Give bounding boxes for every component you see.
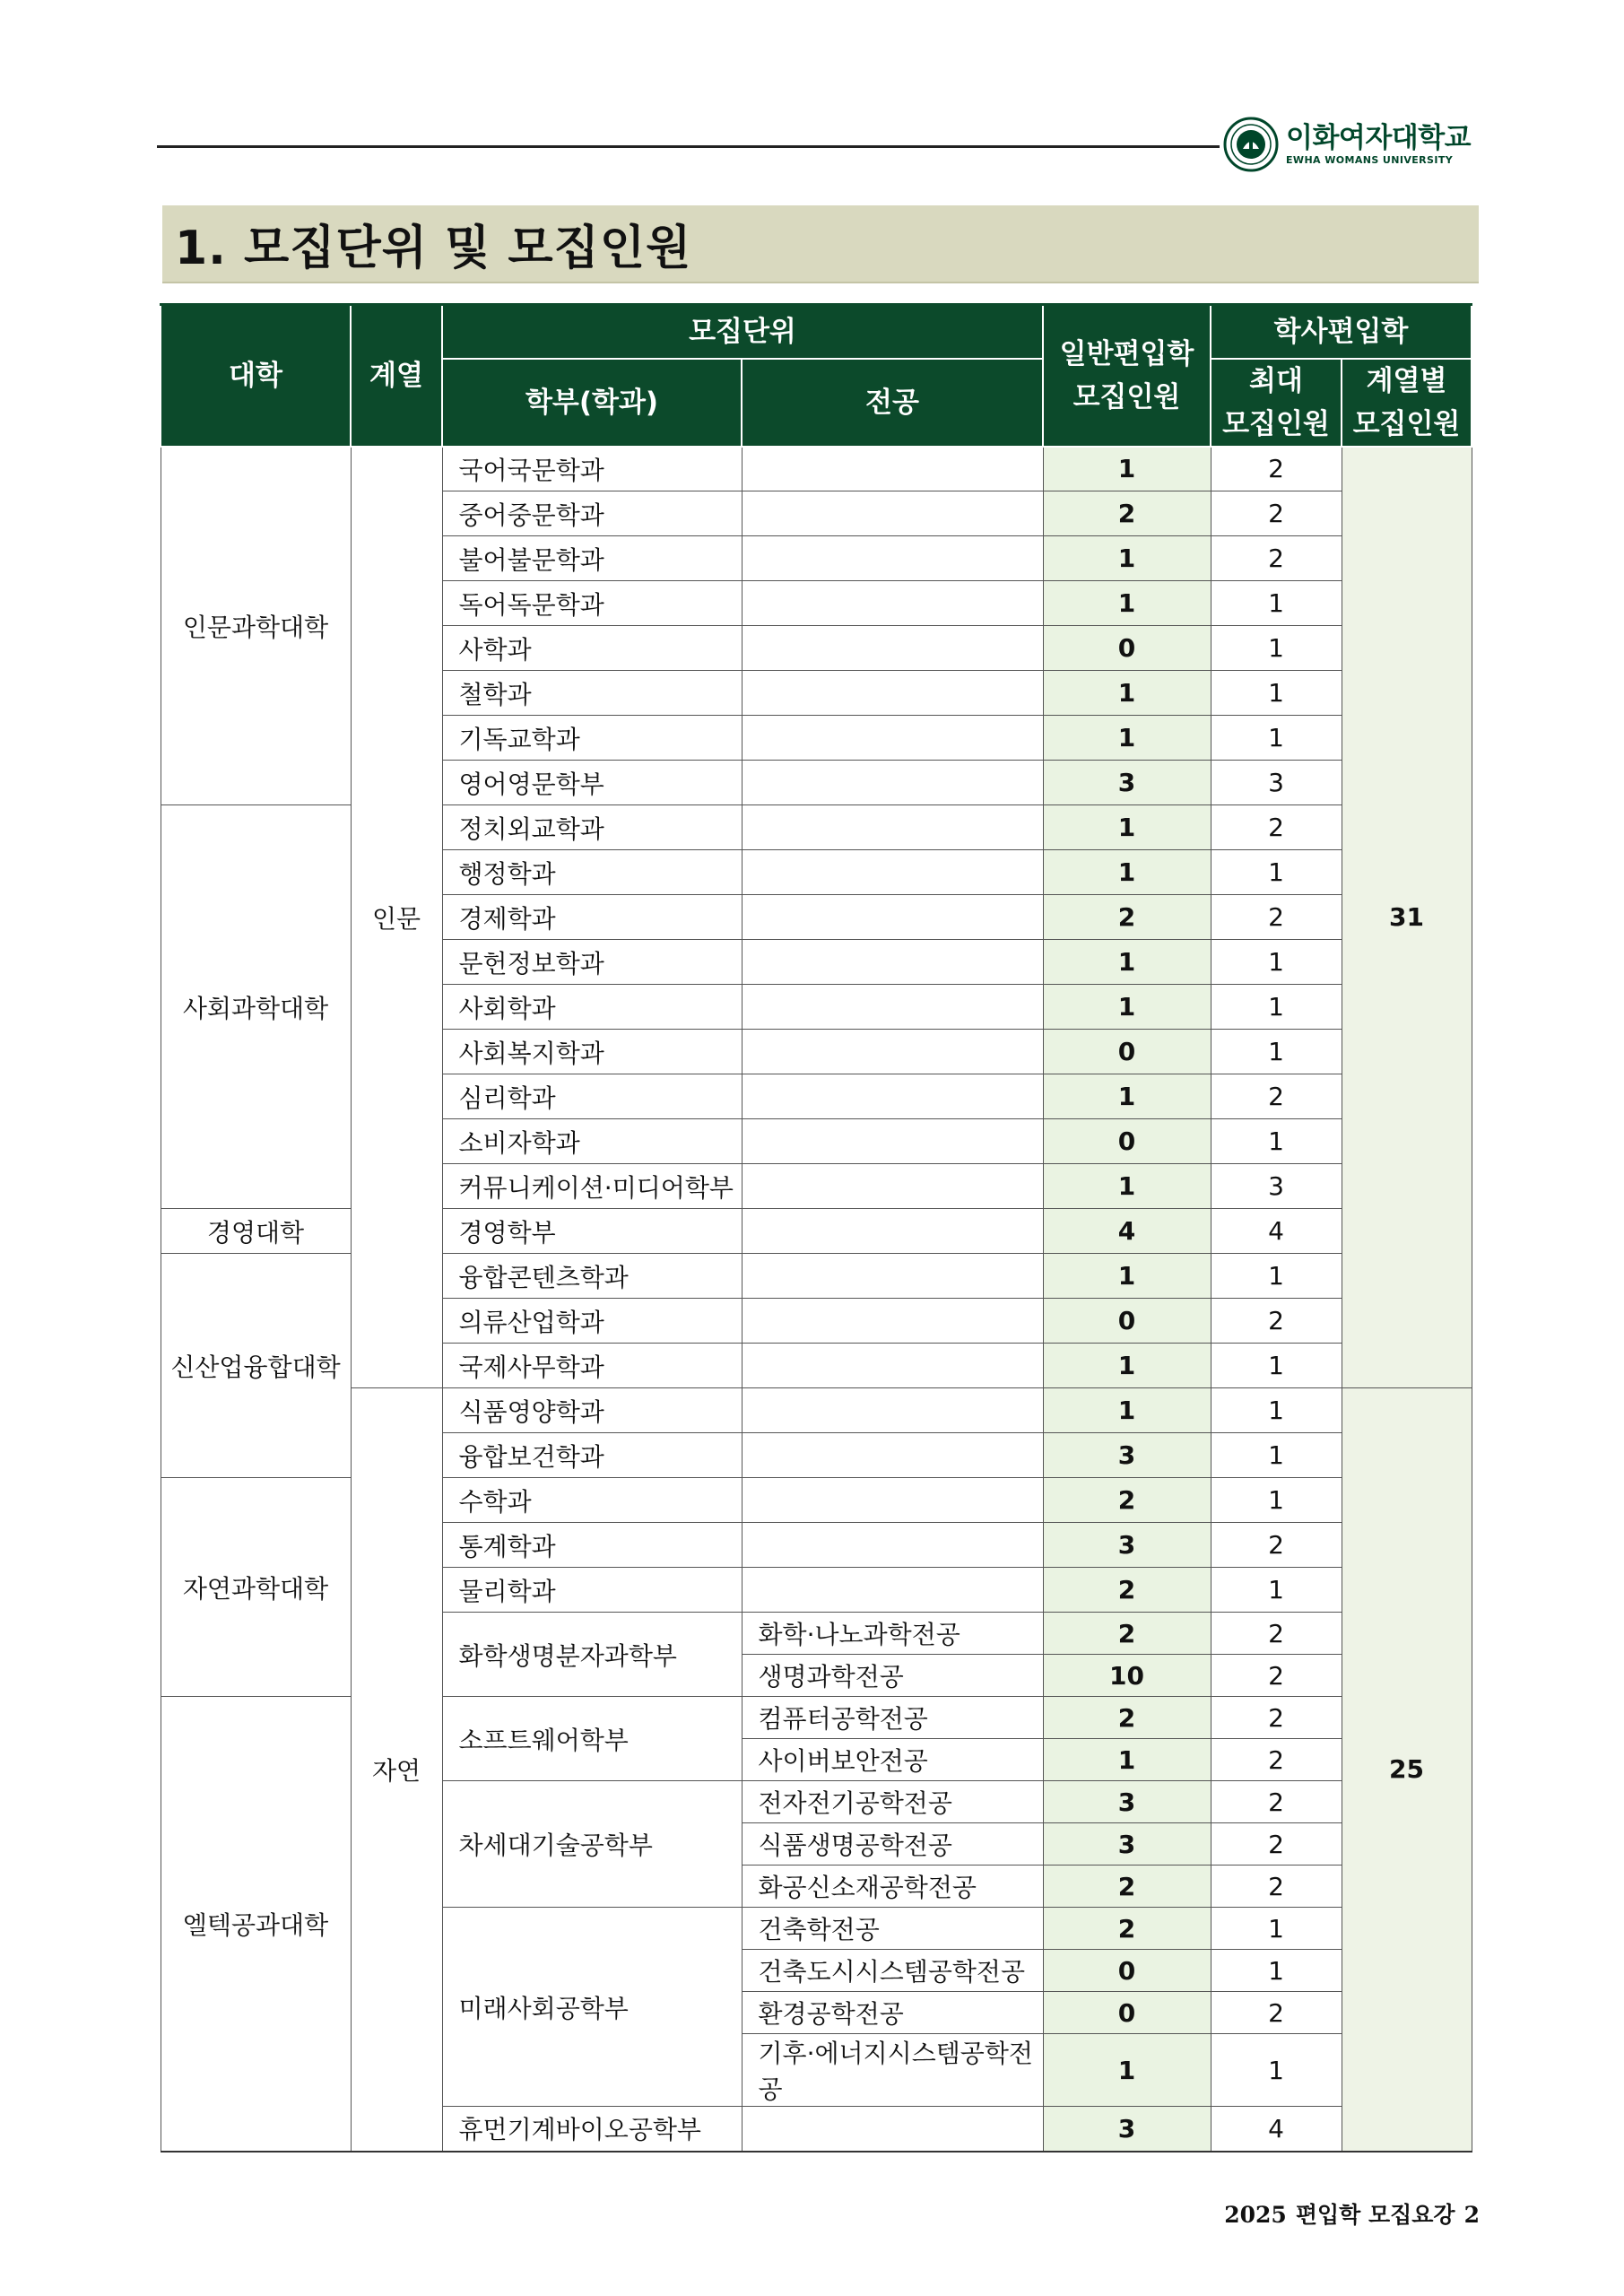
max-count-cell: 2 <box>1211 1823 1342 1866</box>
general-count-cell: 1 <box>1043 850 1211 895</box>
max-count-cell: 1 <box>1211 581 1342 626</box>
major-cell <box>742 1254 1043 1299</box>
header-max-line1: 최대 <box>1249 364 1303 397</box>
recruitment-table <box>160 303 1472 2152</box>
department-cell: 불어불문학과 <box>442 536 742 581</box>
general-count-cell: 2 <box>1043 1478 1211 1523</box>
max-count-cell: 1 <box>1211 2034 1342 2107</box>
general-count-cell: 2 <box>1043 1908 1211 1950</box>
max-count-cell: 1 <box>1211 985 1342 1030</box>
ewha-emblem-icon <box>1223 117 1279 172</box>
general-count-cell: 3 <box>1043 1823 1211 1866</box>
major-cell <box>742 761 1043 805</box>
college-cell: 사회과학대학 <box>161 805 351 1209</box>
department-cell: 문헌정보학과 <box>442 940 742 985</box>
general-count-cell: 1 <box>1043 1074 1211 1119</box>
major-cell <box>742 1030 1043 1074</box>
department-cell: 행정학과 <box>442 850 742 895</box>
general-count-cell: 1 <box>1043 2034 1211 2107</box>
general-count-cell: 0 <box>1043 626 1211 671</box>
header-field-total-line2: 모집인원 <box>1352 407 1461 440</box>
general-count-cell: 1 <box>1043 1344 1211 1388</box>
major-cell: 환경공학전공 <box>742 1992 1043 2034</box>
max-count-cell: 2 <box>1211 1299 1342 1344</box>
max-count-cell: 2 <box>1211 1655 1342 1697</box>
department-cell: 휴먼기계바이오공학부 <box>442 2107 742 2152</box>
department-cell: 융합보건학과 <box>442 1433 742 1478</box>
department-cell: 국어국문학과 <box>442 447 742 491</box>
general-count-cell: 1 <box>1043 671 1211 716</box>
max-count-cell: 1 <box>1211 1950 1342 1992</box>
major-cell <box>742 805 1043 850</box>
max-count-cell: 1 <box>1211 1119 1342 1164</box>
table-row <box>161 447 1472 491</box>
max-count-cell: 2 <box>1211 1074 1342 1119</box>
page-footer <box>1215 2197 1480 2230</box>
department-cell: 기독교학과 <box>442 716 742 761</box>
footer-year: 2025 <box>1224 2202 1287 2228</box>
major-cell <box>742 1074 1043 1119</box>
department-cell: 사회학과 <box>442 985 742 1030</box>
major-cell <box>742 1568 1043 1613</box>
major-cell <box>742 1209 1043 1254</box>
major-cell <box>742 671 1043 716</box>
max-count-cell: 2 <box>1211 895 1342 940</box>
major-cell <box>742 1523 1043 1568</box>
max-count-cell: 1 <box>1211 1568 1342 1613</box>
max-count-cell: 2 <box>1211 805 1342 850</box>
max-count-cell: 1 <box>1211 1344 1342 1388</box>
logo-korean-name: 이화여자대학교 <box>1286 122 1472 154</box>
general-count-cell: 3 <box>1043 2107 1211 2152</box>
major-cell <box>742 1344 1043 1388</box>
department-cell: 소프트웨어학부 <box>442 1697 742 1781</box>
general-count-cell: 0 <box>1043 1030 1211 1074</box>
general-count-cell: 1 <box>1043 1254 1211 1299</box>
max-count-cell: 2 <box>1211 1992 1342 2034</box>
max-count-cell: 1 <box>1211 1478 1342 1523</box>
header-max-line2: 모집인원 <box>1222 407 1330 440</box>
major-cell <box>742 581 1043 626</box>
max-count-cell: 2 <box>1211 1613 1342 1655</box>
major-cell <box>742 1388 1043 1433</box>
header-general-line1: 일반편입학 <box>1059 337 1194 370</box>
general-count-cell: 3 <box>1043 1781 1211 1823</box>
recruitment-table-container <box>160 303 1472 2152</box>
department-cell: 미래사회공학부 <box>442 1908 742 2107</box>
general-count-cell: 3 <box>1043 761 1211 805</box>
department-cell: 의류산업학과 <box>442 1299 742 1344</box>
major-cell: 식품생명공학전공 <box>742 1823 1043 1866</box>
logo-english-name: EWHA WOMANS UNIVERSITY <box>1286 154 1454 166</box>
general-count-cell: 2 <box>1043 1613 1211 1655</box>
major-cell <box>742 491 1043 536</box>
department-cell: 독어독문학과 <box>442 581 742 626</box>
major-cell: 사이버보안전공 <box>742 1739 1043 1781</box>
major-cell <box>742 1478 1043 1523</box>
general-count-cell: 3 <box>1043 1523 1211 1568</box>
major-cell <box>742 1433 1043 1478</box>
department-cell: 물리학과 <box>442 1568 742 1613</box>
header-field: 계열 <box>351 305 442 447</box>
header-general-transfer <box>1043 305 1211 447</box>
department-cell: 통계학과 <box>442 1523 742 1568</box>
header-bachelor-transfer: 학사편입학 <box>1211 305 1472 359</box>
major-cell: 화학·나노과학전공 <box>742 1613 1043 1655</box>
general-count-cell: 1 <box>1043 1739 1211 1781</box>
max-count-cell: 1 <box>1211 940 1342 985</box>
general-count-cell: 1 <box>1043 536 1211 581</box>
max-count-cell: 1 <box>1211 1433 1342 1478</box>
major-cell: 화공신소재공학전공 <box>742 1866 1043 1908</box>
major-cell: 생명과학전공 <box>742 1655 1043 1697</box>
major-cell <box>742 1164 1043 1209</box>
general-count-cell: 2 <box>1043 895 1211 940</box>
general-count-cell: 1 <box>1043 447 1211 491</box>
general-count-cell: 0 <box>1043 1119 1211 1164</box>
max-count-cell: 2 <box>1211 1697 1342 1739</box>
major-cell: 컴퓨터공학전공 <box>742 1697 1043 1739</box>
general-count-cell: 1 <box>1043 805 1211 850</box>
header-rule <box>157 145 1220 148</box>
department-cell: 융합콘텐츠학과 <box>442 1254 742 1299</box>
field-total-cell: 31 <box>1342 447 1472 1388</box>
max-count-cell: 1 <box>1211 1388 1342 1433</box>
department-cell: 경제학과 <box>442 895 742 940</box>
major-cell <box>742 2107 1043 2152</box>
major-cell: 건축도시시스템공학전공 <box>742 1950 1043 1992</box>
college-cell: 인문과학대학 <box>161 447 351 805</box>
header-general-line2: 모집인원 <box>1073 380 1181 413</box>
major-cell <box>742 626 1043 671</box>
major-cell: 건축학전공 <box>742 1908 1043 1950</box>
major-cell <box>742 1299 1043 1344</box>
general-count-cell: 1 <box>1043 985 1211 1030</box>
general-count-cell: 4 <box>1043 1209 1211 1254</box>
department-cell: 사회복지학과 <box>442 1030 742 1074</box>
college-cell: 엘텍공과대학 <box>161 1697 351 2152</box>
department-cell: 경영학부 <box>442 1209 742 1254</box>
general-count-cell: 2 <box>1043 1866 1211 1908</box>
university-logo <box>1223 117 1471 172</box>
college-cell: 경영대학 <box>161 1209 351 1254</box>
department-cell: 영어영문학부 <box>442 761 742 805</box>
department-cell: 정치외교학과 <box>442 805 742 850</box>
major-cell <box>742 1119 1043 1164</box>
department-cell: 소비자학과 <box>442 1119 742 1164</box>
department-cell: 철학과 <box>442 671 742 716</box>
department-cell: 중어중문학과 <box>442 491 742 536</box>
max-count-cell: 2 <box>1211 1523 1342 1568</box>
general-count-cell: 0 <box>1043 1950 1211 1992</box>
header-field-total <box>1342 359 1472 447</box>
department-cell: 식품영양학과 <box>442 1388 742 1433</box>
general-count-cell: 10 <box>1043 1655 1211 1697</box>
max-count-cell: 3 <box>1211 1164 1342 1209</box>
section-title-bar <box>162 205 1479 283</box>
major-cell <box>742 940 1043 985</box>
header-college: 대학 <box>161 305 351 447</box>
major-cell <box>742 985 1043 1030</box>
general-count-cell: 0 <box>1043 1992 1211 2034</box>
department-cell: 국제사무학과 <box>442 1344 742 1388</box>
major-cell <box>742 536 1043 581</box>
page-number: 2 <box>1463 2202 1480 2228</box>
college-cell: 자연과학대학 <box>161 1478 351 1697</box>
major-cell <box>742 716 1043 761</box>
general-count-cell: 3 <box>1043 1433 1211 1478</box>
max-count-cell: 2 <box>1211 1739 1342 1781</box>
major-cell: 전자전기공학전공 <box>742 1781 1043 1823</box>
general-count-cell: 1 <box>1043 1164 1211 1209</box>
max-count-cell: 1 <box>1211 671 1342 716</box>
major-cell <box>742 447 1043 491</box>
max-count-cell: 2 <box>1211 447 1342 491</box>
max-count-cell: 4 <box>1211 2107 1342 2152</box>
field-cell: 인문 <box>351 447 442 1388</box>
general-count-cell: 1 <box>1043 581 1211 626</box>
general-count-cell: 2 <box>1043 1568 1211 1613</box>
department-cell: 수학과 <box>442 1478 742 1523</box>
general-count-cell: 1 <box>1043 1388 1211 1433</box>
table-row <box>161 1388 1472 1433</box>
general-count-cell: 1 <box>1043 940 1211 985</box>
max-count-cell: 1 <box>1211 1908 1342 1950</box>
header-field-total-line1: 계열별 <box>1366 364 1447 397</box>
max-count-cell: 4 <box>1211 1209 1342 1254</box>
department-cell: 심리학과 <box>442 1074 742 1119</box>
field-total-cell: 25 <box>1342 1388 1472 2152</box>
max-count-cell: 1 <box>1211 716 1342 761</box>
major-cell: 기후·에너지시스템공학전공 <box>742 2034 1043 2107</box>
department-cell: 차세대기술공학부 <box>442 1781 742 1908</box>
header-max <box>1211 359 1342 447</box>
general-count-cell: 1 <box>1043 716 1211 761</box>
max-count-cell: 2 <box>1211 1866 1342 1908</box>
max-count-cell: 1 <box>1211 1254 1342 1299</box>
general-count-cell: 2 <box>1043 491 1211 536</box>
max-count-cell: 3 <box>1211 761 1342 805</box>
general-count-cell: 0 <box>1043 1299 1211 1344</box>
max-count-cell: 1 <box>1211 1030 1342 1074</box>
header-unit-group: 모집단위 <box>442 305 1043 359</box>
max-count-cell: 1 <box>1211 626 1342 671</box>
header-department: 학부(학과) <box>442 359 742 447</box>
general-count-cell: 2 <box>1043 1697 1211 1739</box>
field-cell: 자연 <box>351 1388 442 2152</box>
max-count-cell: 2 <box>1211 1781 1342 1823</box>
college-cell: 신산업융합대학 <box>161 1254 351 1478</box>
department-cell: 커뮤니케이션·미디어학부 <box>442 1164 742 1209</box>
department-cell: 화학생명분자과학부 <box>442 1613 742 1697</box>
header-major: 전공 <box>742 359 1043 447</box>
footer-title: 편입학 모집요강 <box>1295 2202 1455 2228</box>
department-cell: 사학과 <box>442 626 742 671</box>
max-count-cell: 1 <box>1211 850 1342 895</box>
major-cell <box>742 850 1043 895</box>
max-count-cell: 2 <box>1211 536 1342 581</box>
max-count-cell: 2 <box>1211 491 1342 536</box>
section-title: 1. 모집단위 및 모집인원 <box>175 222 692 275</box>
major-cell <box>742 895 1043 940</box>
